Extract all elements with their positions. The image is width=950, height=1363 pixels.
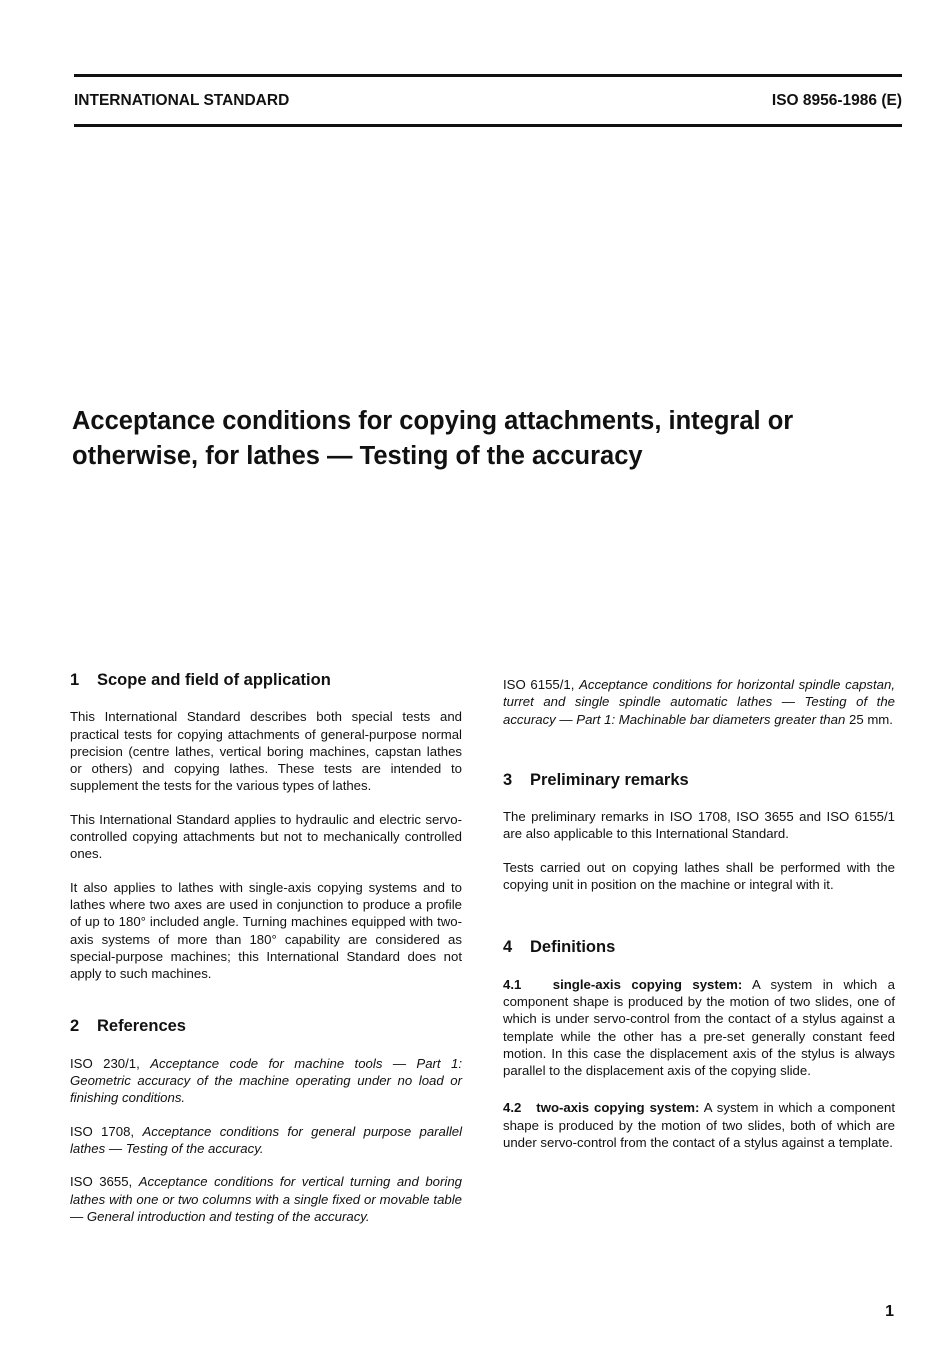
scope-paragraph: It also applies to lathes with single-axis copying systems and to lathes where two axes are used in conjunction to produce a profile of up to 180° included angle. Turning machines equipped with two-axis systems of more than 180° capability are considered as special-purpose machines; this International Standard does not apply to such machines.: [70, 879, 462, 982]
reference-item: ISO 1708, Acceptance conditions for general purpose parallel lathes — Testing of the accuracy.: [70, 1123, 463, 1156]
section-heading-scope: 1 Scope and field of application: [70, 671, 331, 689]
header-document-number: ISO 8956-1986 (E): [771, 92, 902, 109]
scope-paragraph: This International Standard applies to hydraulic and electric servo-controlled copying attachments but not to mechanically controlled ones.: [70, 811, 462, 862]
document-title: Acceptance conditions for copying attachments, integral or otherwise, for lathes — Testing of the accuracy: [72, 407, 794, 470]
section-gap: [503, 909, 895, 939]
right-column: [503, 676, 895, 1167]
definition-item: 4.2 two-axis copying system: A system in which a component shape is produced by the motion of two slides, both of which are under servo-control from the contact of a stylus against a template.: [503, 1100, 896, 1151]
section-gap: [70, 998, 462, 1018]
scope-paragraph: This International Standard describes both special tests and practical tests for copying attachments of general-purpose normal precision (centre lathes, vertical boring machines, capstan lathes or others) and copying lathes. These tests are intended to supplement the tests for the various types of lathes.: [70, 709, 462, 794]
definition-item: 4.1 single-axis copying system: A system in which a component shape is produced by the motion of two slides, one of which is under servo-control from the contact of a stylus against a template while the other has a pre-set generally constant feed motion. In this case the displacement axis of the stylus is always parallel to the displacement axis of the copying slide.: [503, 976, 895, 1079]
page-number: 1: [885, 1303, 894, 1320]
header-rule: [74, 124, 902, 127]
section-heading-references: 2 References: [70, 1017, 186, 1036]
section-gap: [503, 744, 895, 772]
left-column: [70, 672, 462, 1241]
reference-item: ISO 6155/1, Acceptance conditions for horizontal spindle capstan, turret and single spindle automatic lathes — Testing of the accuracy — Part 1: Machinable bar diameters greater than 25 mm.: [503, 677, 895, 727]
preliminary-paragraph: Tests carried out on copying lathes shall be performed with the copying unit in position on the machine or integral with it.: [503, 859, 895, 893]
top-rule: [74, 74, 902, 77]
section-heading-definitions: 4 Definitions: [503, 938, 616, 957]
section-heading-preliminary: 3 Preliminary remarks: [503, 770, 689, 789]
header-standard-label: INTERNATIONAL STANDARD: [74, 92, 290, 109]
reference-item: ISO 3655, Acceptance conditions for vertical turning and boring lathes with one or two columns with a single fixed or movable table — General introduction and testing of the accuracy.: [70, 1174, 462, 1224]
reference-item: ISO 230/1, Acceptance code for machine tools — Part 1: Geometric accuracy of the machine operating under no load or finishing conditions.: [70, 1055, 462, 1106]
preliminary-paragraph: The preliminary remarks in ISO 1708, ISO 3655 and ISO 6155/1 are also applicable to this International Standard.: [503, 809, 895, 842]
